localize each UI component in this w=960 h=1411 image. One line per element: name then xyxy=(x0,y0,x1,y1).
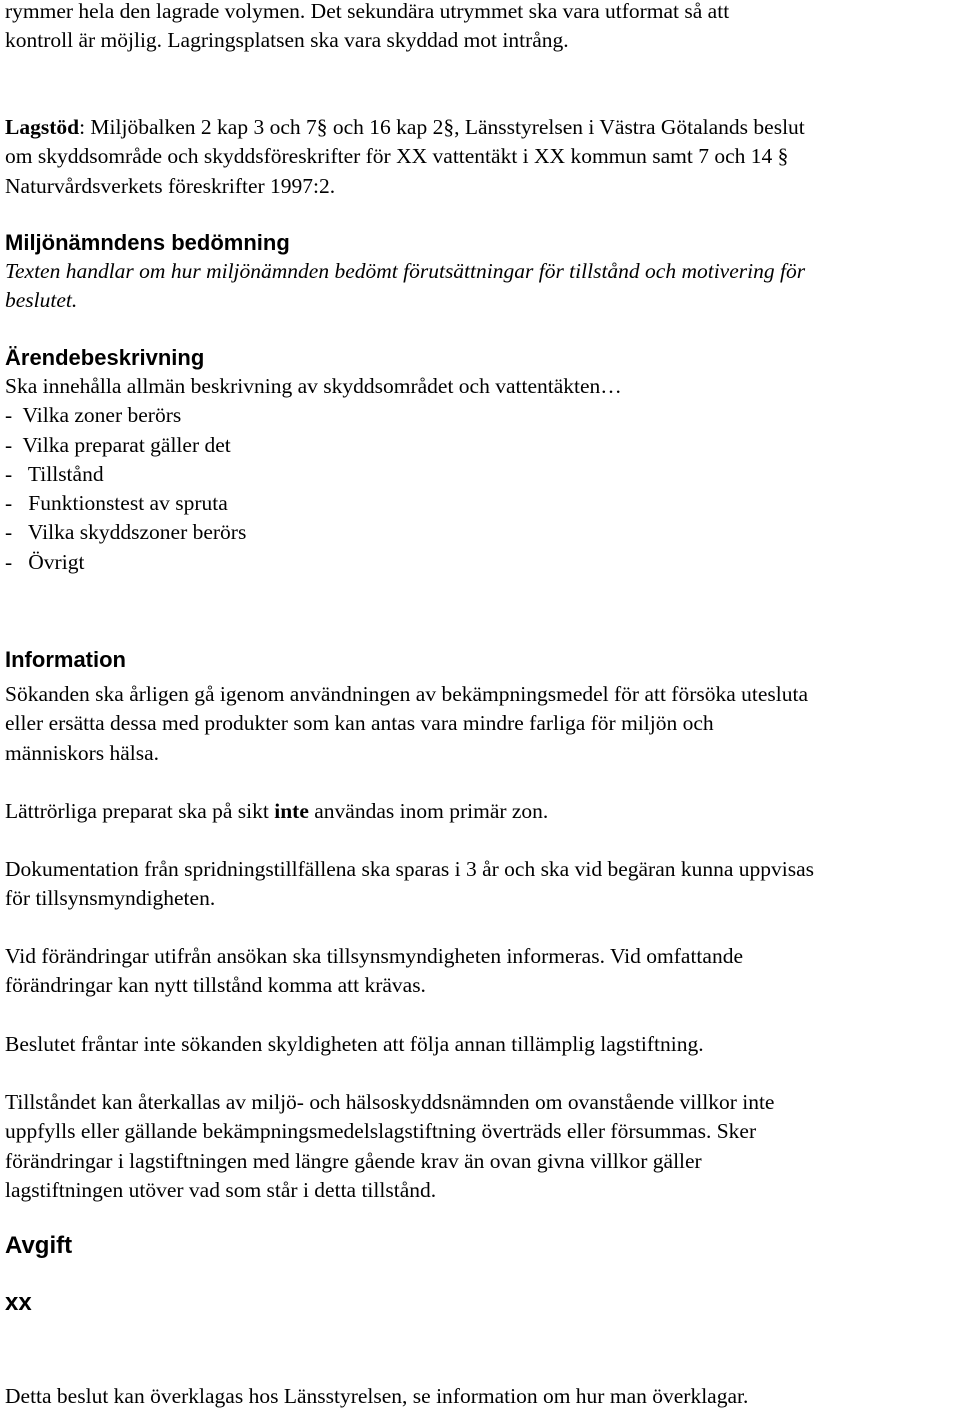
avgift-value: xx xyxy=(5,1289,32,1316)
lagstod-paragraph xyxy=(5,113,957,201)
list-item: - Vilka skyddszoner berörs xyxy=(5,520,247,545)
paragraph-text: Lättrörliga preparat ska på sikt xyxy=(5,799,275,823)
list-item: - Funktionstest av spruta xyxy=(5,491,228,516)
information-paragraph xyxy=(5,680,957,768)
intro-paragraph xyxy=(5,0,957,56)
paragraph-line: Vid förändringar utifrån ansökan ska tillsynsmyndigheten informeras. Vid omfattande xyxy=(5,944,743,968)
emphasis-text: inte xyxy=(274,799,309,823)
paragraph-line: uppfylls eller gällande bekämpningsmedelslagstiftning överträds eller försummas. Sker xyxy=(5,1119,757,1144)
section-text: Ska innehålla allmän beskrivning av skyddsområdet och vattentäkten… xyxy=(5,374,622,398)
information-paragraph xyxy=(5,1030,957,1059)
appeal-note xyxy=(5,1382,957,1411)
list-item: - Tillstånd xyxy=(5,461,104,486)
avgift-value-block xyxy=(5,1288,957,1318)
paragraph-line: förändringar kan nytt tillstånd komma att krävas. xyxy=(5,973,426,998)
paragraph-line: förändringar i lagstiftningen med längre gående krav än ovan givna villkor gäller xyxy=(5,1148,702,1173)
information-paragraph xyxy=(5,942,957,1001)
paragraph-line: Tillståndet kan återkallas av miljö- och hälsoskyddsnämnden om ovanstående villkor inte xyxy=(5,1090,775,1114)
information-paragraph xyxy=(5,855,957,914)
section-heading: Information xyxy=(5,647,126,672)
list-item: - Övrigt xyxy=(5,549,85,574)
lagstod-text: : Miljöbalken 2 kap 3 och 7§ och 16 kap 2§, Länsstyrelsen i Västra Götalands beslut xyxy=(79,115,805,139)
miljonamnd-section xyxy=(5,228,957,316)
paragraph-line: lagstiftningen utöver vad som står i detta tillstånd. xyxy=(5,1177,437,1202)
section-text: beslutet. xyxy=(5,288,78,313)
list-item: - Vilka preparat gäller det xyxy=(5,432,231,457)
paragraph-line: Sökanden ska årligen gå igenom användningen av bekämpningsmedel för att försöka utesluta xyxy=(5,682,809,706)
lagstod-label: Lagstöd xyxy=(5,115,80,139)
section-heading: Miljönämndens bedömning xyxy=(5,230,290,255)
paragraph-line: för tillsynsmyndigheten. xyxy=(5,886,216,911)
paragraph-line: Dokumentation från spridningstillfällena ska sparas i 3 år och ska vid begäran kunna uppvisas xyxy=(5,857,815,881)
information-section xyxy=(5,645,957,674)
information-paragraph xyxy=(5,1088,957,1205)
intro-line: kontroll är möjlig. Lagringsplatsen ska vara skyddad mot intrång. xyxy=(5,28,569,53)
paragraph-text: användas inom primär zon. xyxy=(308,799,549,823)
paragraph-line: Beslutet fråntar inte sökanden skyldigheten att följa annan tillämplig lagstiftning. xyxy=(5,1032,704,1056)
paragraph-line: eller ersätta dessa med produkter som kan antas vara mindre farliga för miljön och xyxy=(5,711,714,736)
information-paragraph xyxy=(5,797,957,826)
section-heading: Avgift xyxy=(5,1232,73,1259)
lagstod-text: om skyddsområde och skyddsföreskrifter för XX vattentäkt i XX kommun samt 7 och 14 § xyxy=(5,144,789,169)
lagstod-text: Naturvårdsverkets föreskrifter 1997:2. xyxy=(5,173,336,198)
section-heading: Ärendebeskrivning xyxy=(5,345,205,370)
section-text: Texten handlar om hur miljönämnden bedömt förutsättningar för tillstånd och motivering för xyxy=(5,259,806,283)
intro-line: rymmer hela den lagrade volymen. Det sekundära utrymmet ska vara utformat så att xyxy=(5,0,730,23)
arende-section xyxy=(5,343,957,577)
list-item: - Vilka zoner berörs xyxy=(5,403,182,428)
paragraph-line: Detta beslut kan överklagas hos Länsstyrelsen, se information om hur man överklagar. xyxy=(5,1384,749,1408)
paragraph-line: människors hälsa. xyxy=(5,740,160,765)
avgift-section xyxy=(5,1231,957,1261)
